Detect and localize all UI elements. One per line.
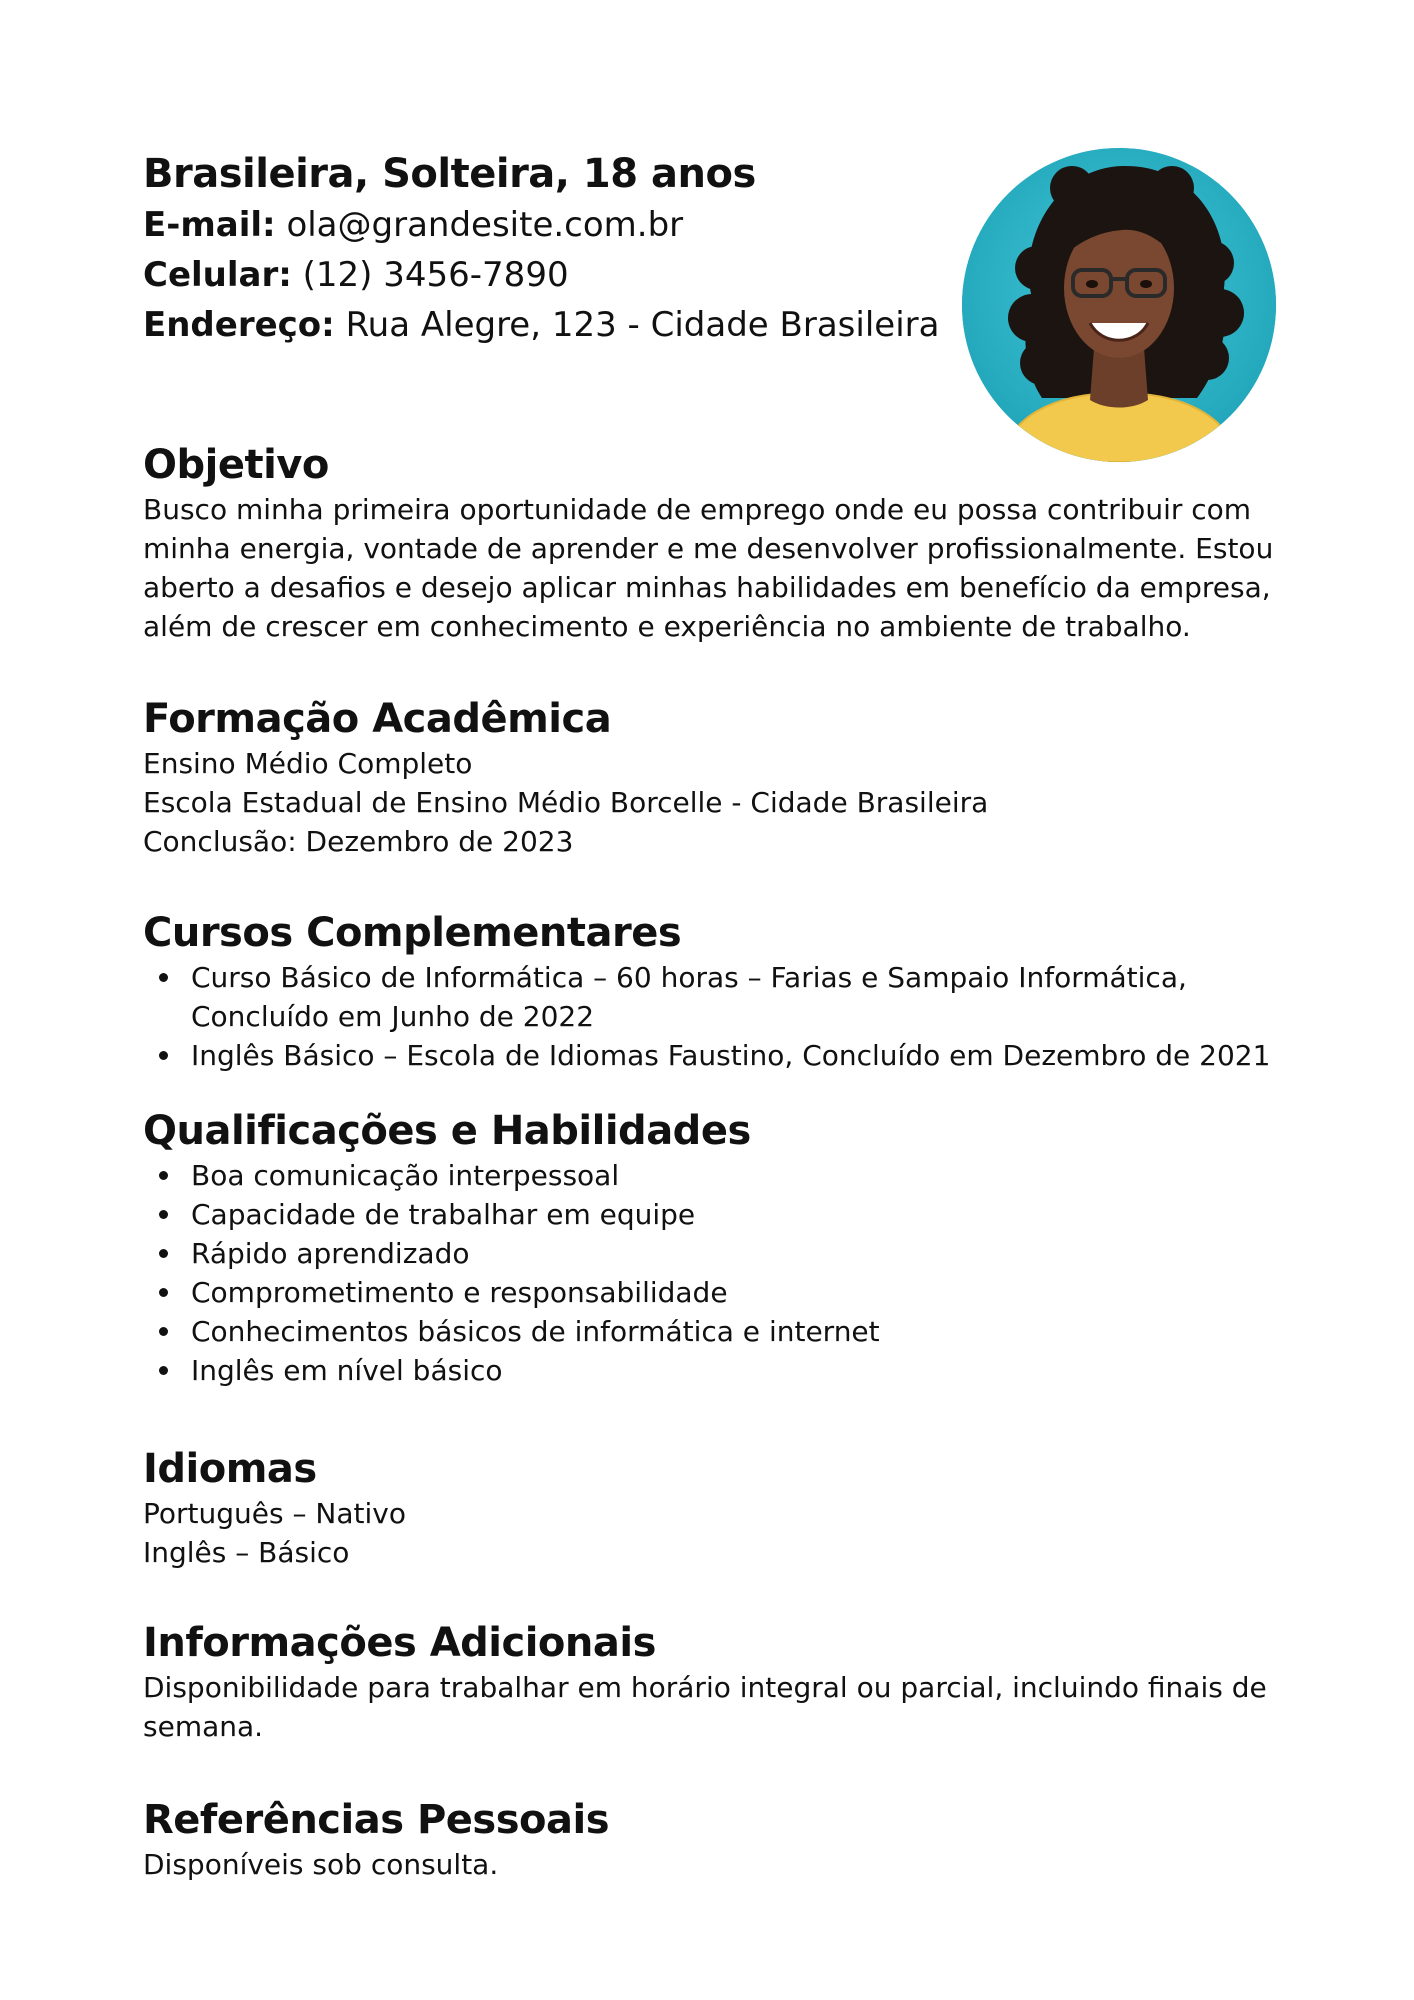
list-item: Inglês em nível básico xyxy=(143,1351,1283,1390)
phone-value: (12) 3456-7890 xyxy=(302,255,569,295)
email-line xyxy=(143,200,943,250)
section-idiomas xyxy=(143,1444,1283,1572)
list-item: Boa comunicação interpessoal xyxy=(143,1156,1283,1195)
personal-headline: Brasileira, Solteira, 18 anos xyxy=(143,151,756,197)
list-item: Rápido aprendizado xyxy=(143,1234,1283,1273)
address-label: Endereço: xyxy=(143,305,335,345)
section-formacao xyxy=(143,694,1283,861)
section-title-adicionais: Informações Adicionais xyxy=(143,1620,656,1666)
curso-line: Curso Básico de Informática – 60 horas – Farias e Sampaio Informática, xyxy=(191,961,1187,994)
list-item: Comprometimento e responsabilidade xyxy=(143,1273,1283,1312)
referencias-line: Disponíveis sob consulta. xyxy=(143,1848,499,1881)
section-objetivo xyxy=(143,440,1283,646)
list-item xyxy=(143,1036,1283,1075)
cursos-list xyxy=(143,958,1283,1075)
profile-photo xyxy=(962,148,1276,462)
section-title-idiomas: Idiomas xyxy=(143,1446,317,1492)
objetivo-line: aberto a desafios e desejo aplicar minhas habilidades em benefício da empresa, xyxy=(143,571,1271,604)
formacao-line: Conclusão: Dezembro de 2023 xyxy=(143,825,574,858)
section-title-referencias: Referências Pessoais xyxy=(143,1797,609,1843)
section-adicionais xyxy=(143,1618,1283,1746)
phone-line xyxy=(143,250,943,300)
address-line xyxy=(143,300,943,350)
adicionais-line: Disponibilidade para trabalhar em horário integral ou parcial, incluindo finais de xyxy=(143,1671,1267,1704)
section-referencias xyxy=(143,1795,1283,1884)
idioma-line: Inglês – Básico xyxy=(143,1536,350,1569)
curso-line: Concluído em Junho de 2022 xyxy=(191,1000,595,1033)
formacao-line: Escola Estadual de Ensino Médio Borcelle - Cidade Brasileira xyxy=(143,786,989,819)
objetivo-line: Busco minha primeira oportunidade de emprego onde eu possa contribuir com xyxy=(143,493,1252,526)
address-value: Rua Alegre, 123 - Cidade Brasileira xyxy=(345,305,940,345)
curso-line: Inglês Básico – Escola de Idiomas Faustino, Concluído em Dezembro de 2021 xyxy=(191,1039,1271,1072)
email-label: E-mail: xyxy=(143,205,276,245)
email-value: ola@grandesite.com.br xyxy=(286,205,684,245)
formacao-line: Ensino Médio Completo xyxy=(143,747,473,780)
section-cursos xyxy=(143,908,1283,1075)
adicionais-line: semana. xyxy=(143,1710,264,1743)
qualificacoes-list xyxy=(143,1156,1283,1390)
objetivo-line: minha energia, vontade de aprender e me desenvolver profissionalmente. Estou xyxy=(143,532,1274,565)
list-item: Conhecimentos básicos de informática e internet xyxy=(143,1312,1283,1351)
section-qualificacoes xyxy=(143,1106,1283,1390)
phone-label: Celular: xyxy=(143,255,292,295)
section-title-formacao: Formação Acadêmica xyxy=(143,696,612,742)
objetivo-line: além de crescer em conhecimento e experiência no ambiente de trabalho. xyxy=(143,610,1191,643)
list-item: Capacidade de trabalhar em equipe xyxy=(143,1195,1283,1234)
idioma-line: Português – Nativo xyxy=(143,1497,406,1530)
profile-photo-illustration xyxy=(962,148,1276,462)
section-title-objetivo: Objetivo xyxy=(143,442,329,488)
section-title-qualificacoes: Qualificações e Habilidades xyxy=(143,1108,751,1154)
resume-header xyxy=(143,148,943,350)
section-title-cursos: Cursos Complementares xyxy=(143,910,682,956)
list-item xyxy=(143,958,1283,1036)
